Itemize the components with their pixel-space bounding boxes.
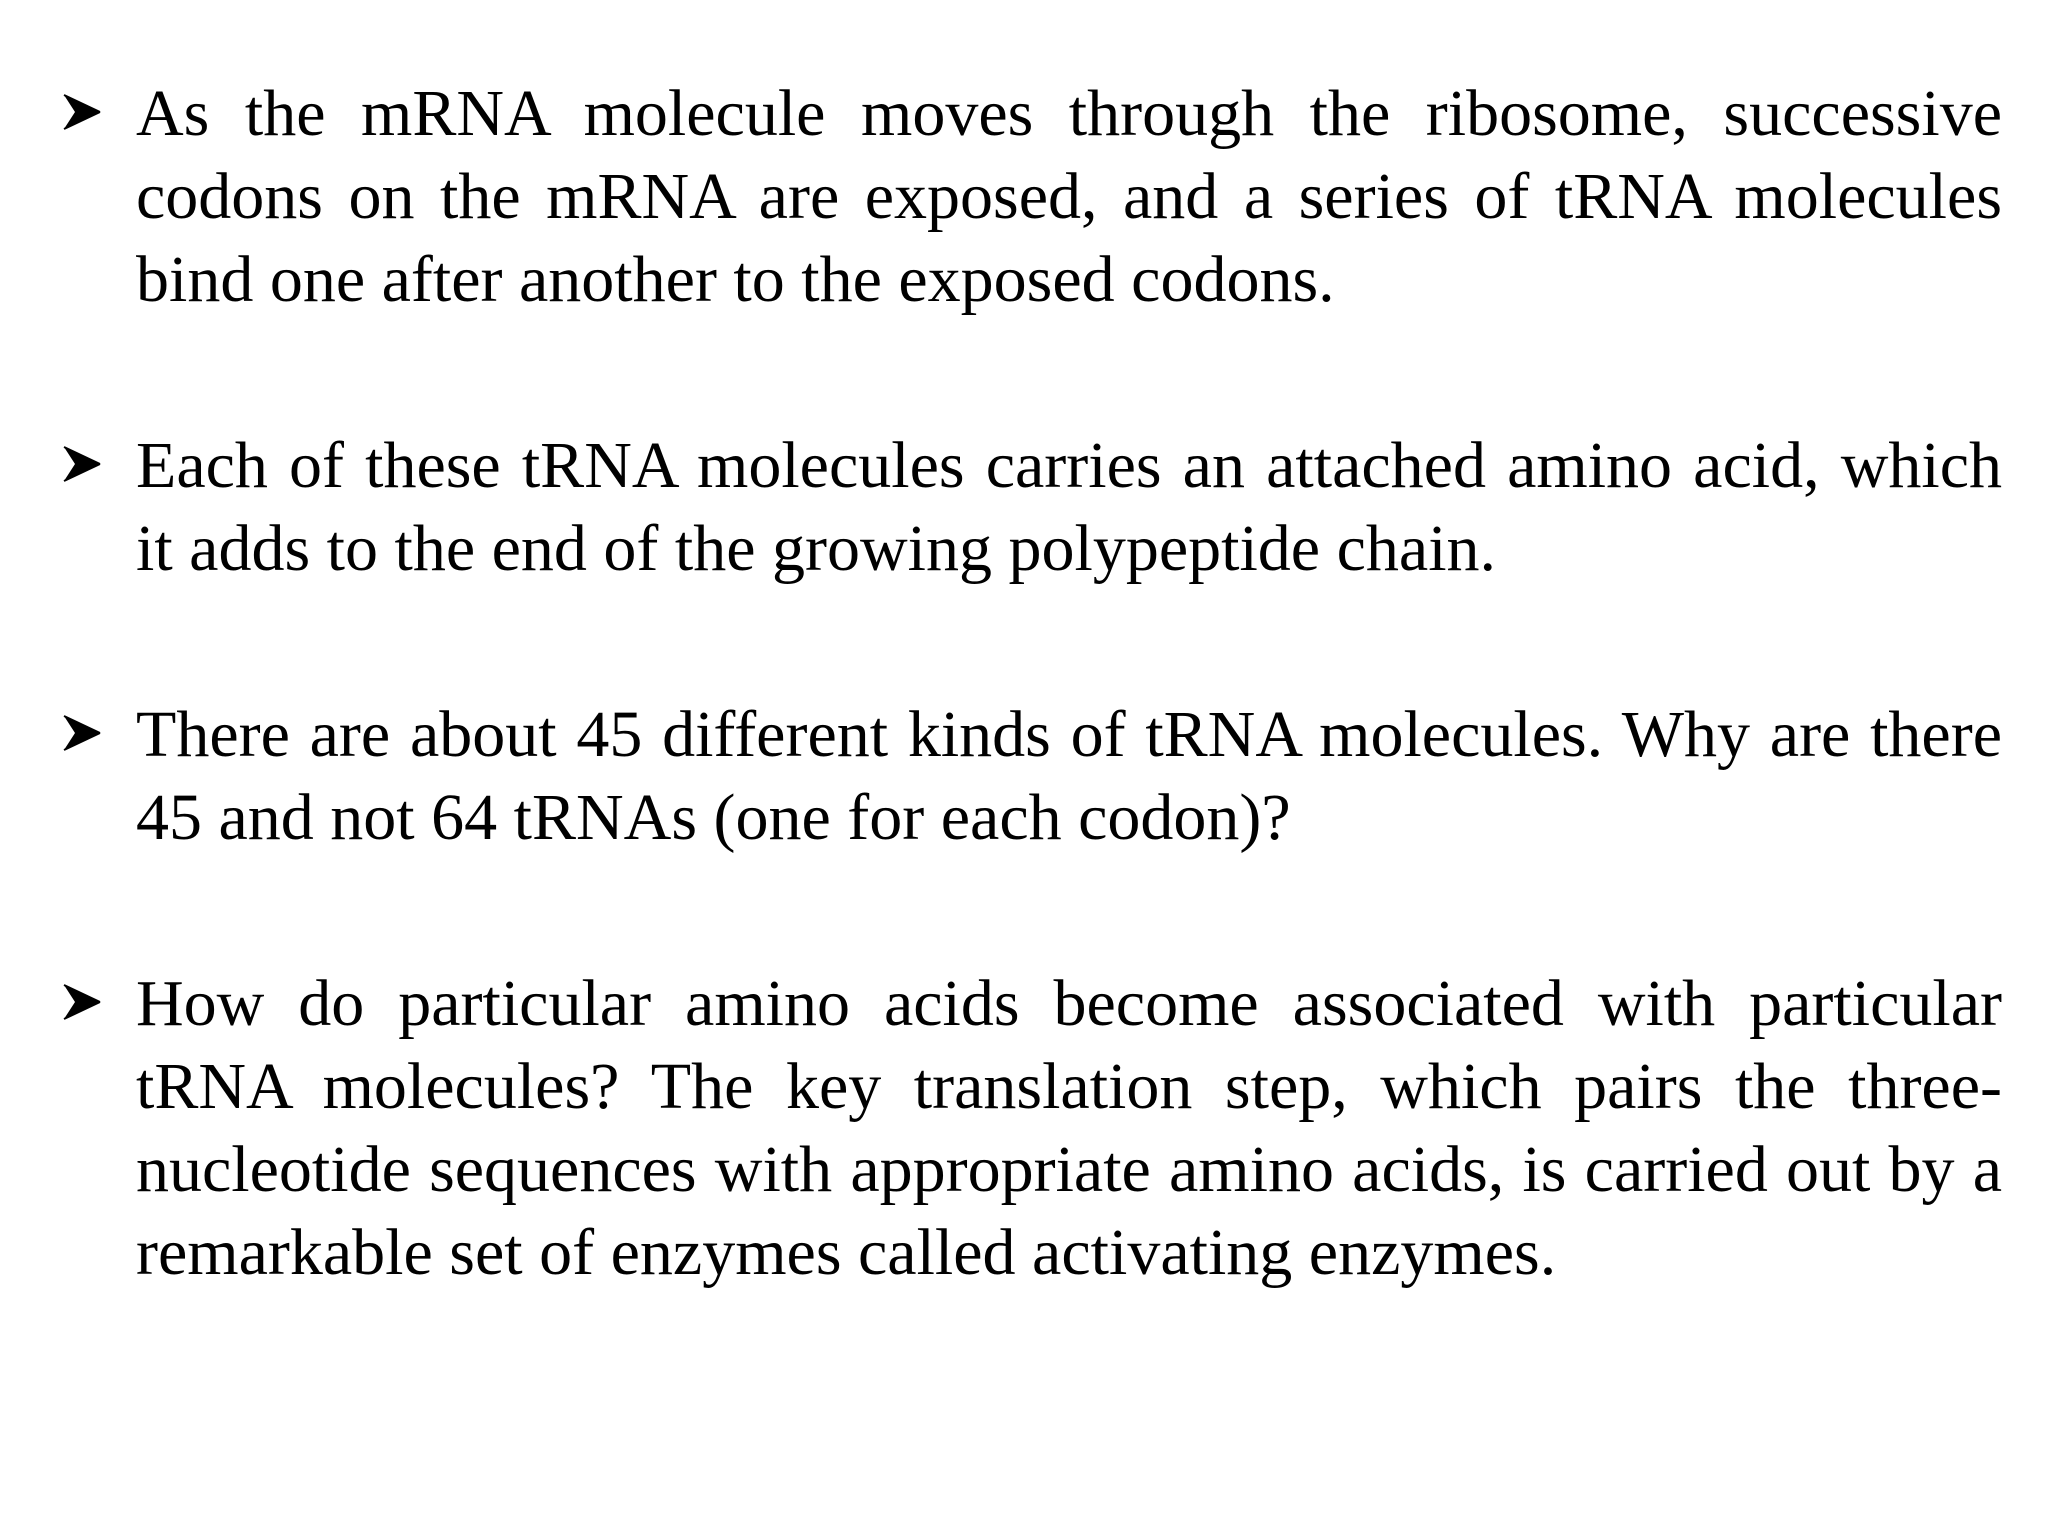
bullet-list <box>52 72 2002 1294</box>
bullet-item-3 <box>52 693 2002 859</box>
arrowhead-bullet-icon <box>62 713 102 753</box>
arrowhead-bullet-icon <box>62 444 102 484</box>
bullet-text: As the mRNA molecule moves through the ribosome, successive codons on the mRNA are exposed, and a series of tRNA molecules bind one after another to the exposed codons. <box>136 77 2002 316</box>
arrowhead-bullet-icon <box>62 982 102 1022</box>
bullet-item-4 <box>52 962 2002 1294</box>
bullet-text: Each of these tRNA molecules carries an attached amino acid, which it adds to the end of the growing polypeptide chain. <box>136 429 2002 585</box>
arrowhead-bullet-icon <box>62 92 102 132</box>
bullet-item-2 <box>52 424 2002 590</box>
bullet-text: There are about 45 different kinds of tRNA molecules. Why are there 45 and not 64 tRNAs (one for each codon)? <box>136 698 2002 854</box>
bullet-item-1 <box>52 72 2002 321</box>
bullet-text: How do particular amino acids become associated with particular tRNA molecules? The key translation step, which pairs the three-nucleotide sequences with appropriate amino acids, is carried out by a remarkable set of enzymes called activating enzymes. <box>136 967 2002 1289</box>
